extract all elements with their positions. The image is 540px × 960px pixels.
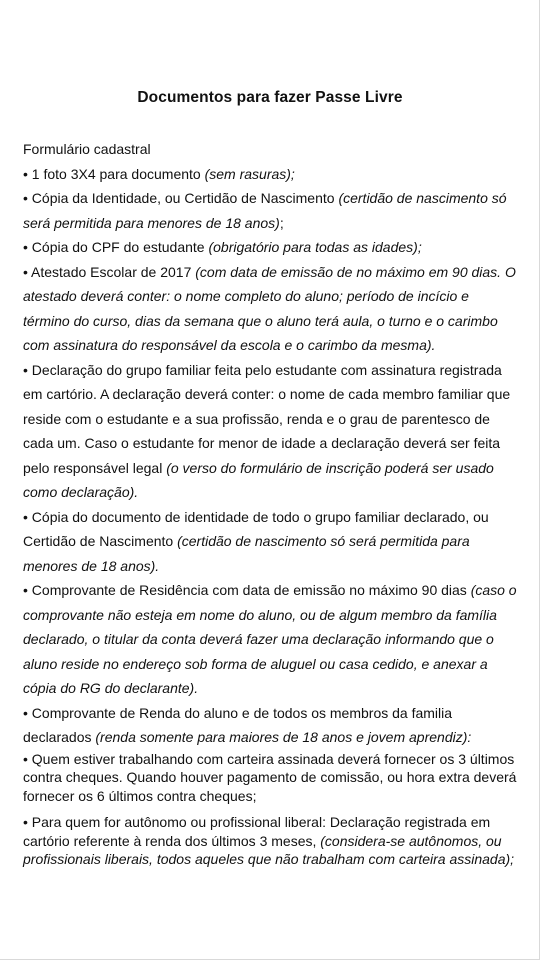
italic-text: (o verso do formulário de inscrição poderá ser usado — [166, 459, 494, 476]
italic-text: (sem rasuras); — [204, 165, 295, 182]
line-l18 — [23, 554, 518, 579]
text: cartório referente à renda dos últimos 3 meses, — [23, 832, 321, 849]
line-l8 — [23, 309, 518, 334]
line-l12 — [23, 407, 518, 432]
text: • 1 foto 3X4 para documento — [23, 165, 205, 182]
line-l26 — [23, 750, 518, 769]
italic-text: atestado deverá conter: o nome completo do aluno; período de incício e — [23, 288, 469, 304]
line-l3 — [23, 186, 518, 211]
line-l29 — [23, 813, 518, 832]
text: Certidão de Nascimento — [23, 533, 178, 549]
line-l30 — [23, 832, 518, 851]
text: contra cheques. Quando houver pagamento de comissão, ou hora extra deverá — [23, 769, 517, 785]
italic-text: será permitida para menores de 18 anos) — [23, 214, 280, 231]
text: • Atestado Escolar de 2017 — [23, 263, 196, 280]
line-l4 — [23, 211, 518, 236]
text: • Quem estiver trabalhando com carteira assinada deverá fornecer os 3 últimos — [23, 750, 515, 767]
italic-text: (certidão de nascimento só — [338, 190, 507, 206]
italic-text: profissionais liberais, todos aqueles que não trabalham com carteira assinada); — [23, 851, 515, 867]
line-l6 — [23, 260, 518, 285]
document-title: Documentos para fazer Passe Livre — [137, 89, 403, 106]
text: • Cópia do CPF do estudante — [23, 239, 209, 255]
line-l23 — [23, 676, 518, 701]
line-l17 — [23, 529, 518, 554]
line-l2 — [23, 162, 518, 187]
line-l5 — [23, 235, 518, 260]
text: • Comprovante de Residência com data de emissão no máximo 90 dias — [23, 582, 471, 598]
line-l28 — [23, 787, 518, 806]
italic-text: (com data de emissão de no máximo em 90 dias. O — [195, 263, 516, 280]
italic-text: (obrigatório para todas as idades); — [208, 239, 422, 255]
italic-text: comprovante não esteja em nome do aluno, ou de algum membro da família — [23, 606, 497, 623]
line-l1 — [23, 137, 518, 162]
line-l19 — [23, 578, 518, 603]
text: em cartório. A declaração deverá conter: o nome de cada membro familiar que — [23, 386, 511, 402]
text: cada um. Caso o estudante for menor de idade a declaração deverá ser feita — [23, 435, 501, 451]
line-l20 — [23, 603, 518, 628]
text: • Cópia da Identidade, ou Certidão de Nascimento — [23, 190, 339, 206]
line-l7 — [23, 284, 518, 309]
line-l24 — [23, 701, 518, 726]
line-l9 — [23, 333, 518, 358]
line-l22 — [23, 652, 518, 677]
italic-text: (caso o — [470, 582, 517, 598]
line-l21 — [23, 627, 518, 652]
italic-text: como declaração). — [23, 484, 139, 500]
italic-text: término do curso, dias da semana que o aluno terá aula, o turno e o carimbo — [23, 312, 498, 329]
italic-text: aluno reside no endereço sob forma de aluguel ou casa cedido, e anexar a — [23, 655, 488, 672]
document-body — [23, 137, 518, 869]
italic-text: (considera-se autônomos, ou — [320, 832, 502, 849]
italic-text: (certidão de nascimento só será permitida para — [177, 533, 470, 549]
line-l25 — [23, 725, 518, 750]
text: pelo responsável legal — [23, 459, 167, 476]
text: fornecer os 6 últimos contra cheques; — [23, 787, 257, 804]
italic-text: (renda somente para maiores de 18 anos e jovem aprendiz): — [95, 729, 472, 745]
text: reside com o estudante e a sua profissão, renda e o grau de parentesco de — [23, 410, 490, 427]
line-l16 — [23, 505, 518, 530]
text: • Para quem for autônomo ou profissional liberal: Declaração registrada em — [23, 814, 491, 830]
italic-text: com assinatura do responsável da escola e o carimbo da mesma). — [23, 337, 436, 353]
line-l27 — [23, 768, 518, 787]
line-l13 — [23, 431, 518, 456]
paragraph-gap — [23, 805, 518, 813]
text: Formulário cadastral — [23, 141, 151, 157]
italic-text: cópia do RG do declarante). — [23, 680, 199, 696]
line-l14 — [23, 456, 518, 481]
text: • Comprovante de Renda do aluno e de todos os membros da familia — [23, 704, 453, 721]
text: • Declaração do grupo familiar feita pelo estudante com assinatura registrada — [23, 361, 502, 378]
line-l15 — [23, 480, 518, 505]
italic-text: declarado, o titular da conta deverá fazer uma declaração informando que o — [23, 631, 494, 647]
text: ; — [279, 214, 284, 231]
italic-text: menores de 18 anos). — [23, 557, 160, 574]
text: • Cópia do documento de identidade de todo o grupo familiar declarado, ou — [23, 508, 489, 525]
line-l31 — [23, 850, 518, 869]
line-l11 — [23, 382, 518, 407]
line-l10 — [23, 358, 518, 383]
text: declarados — [23, 729, 96, 745]
